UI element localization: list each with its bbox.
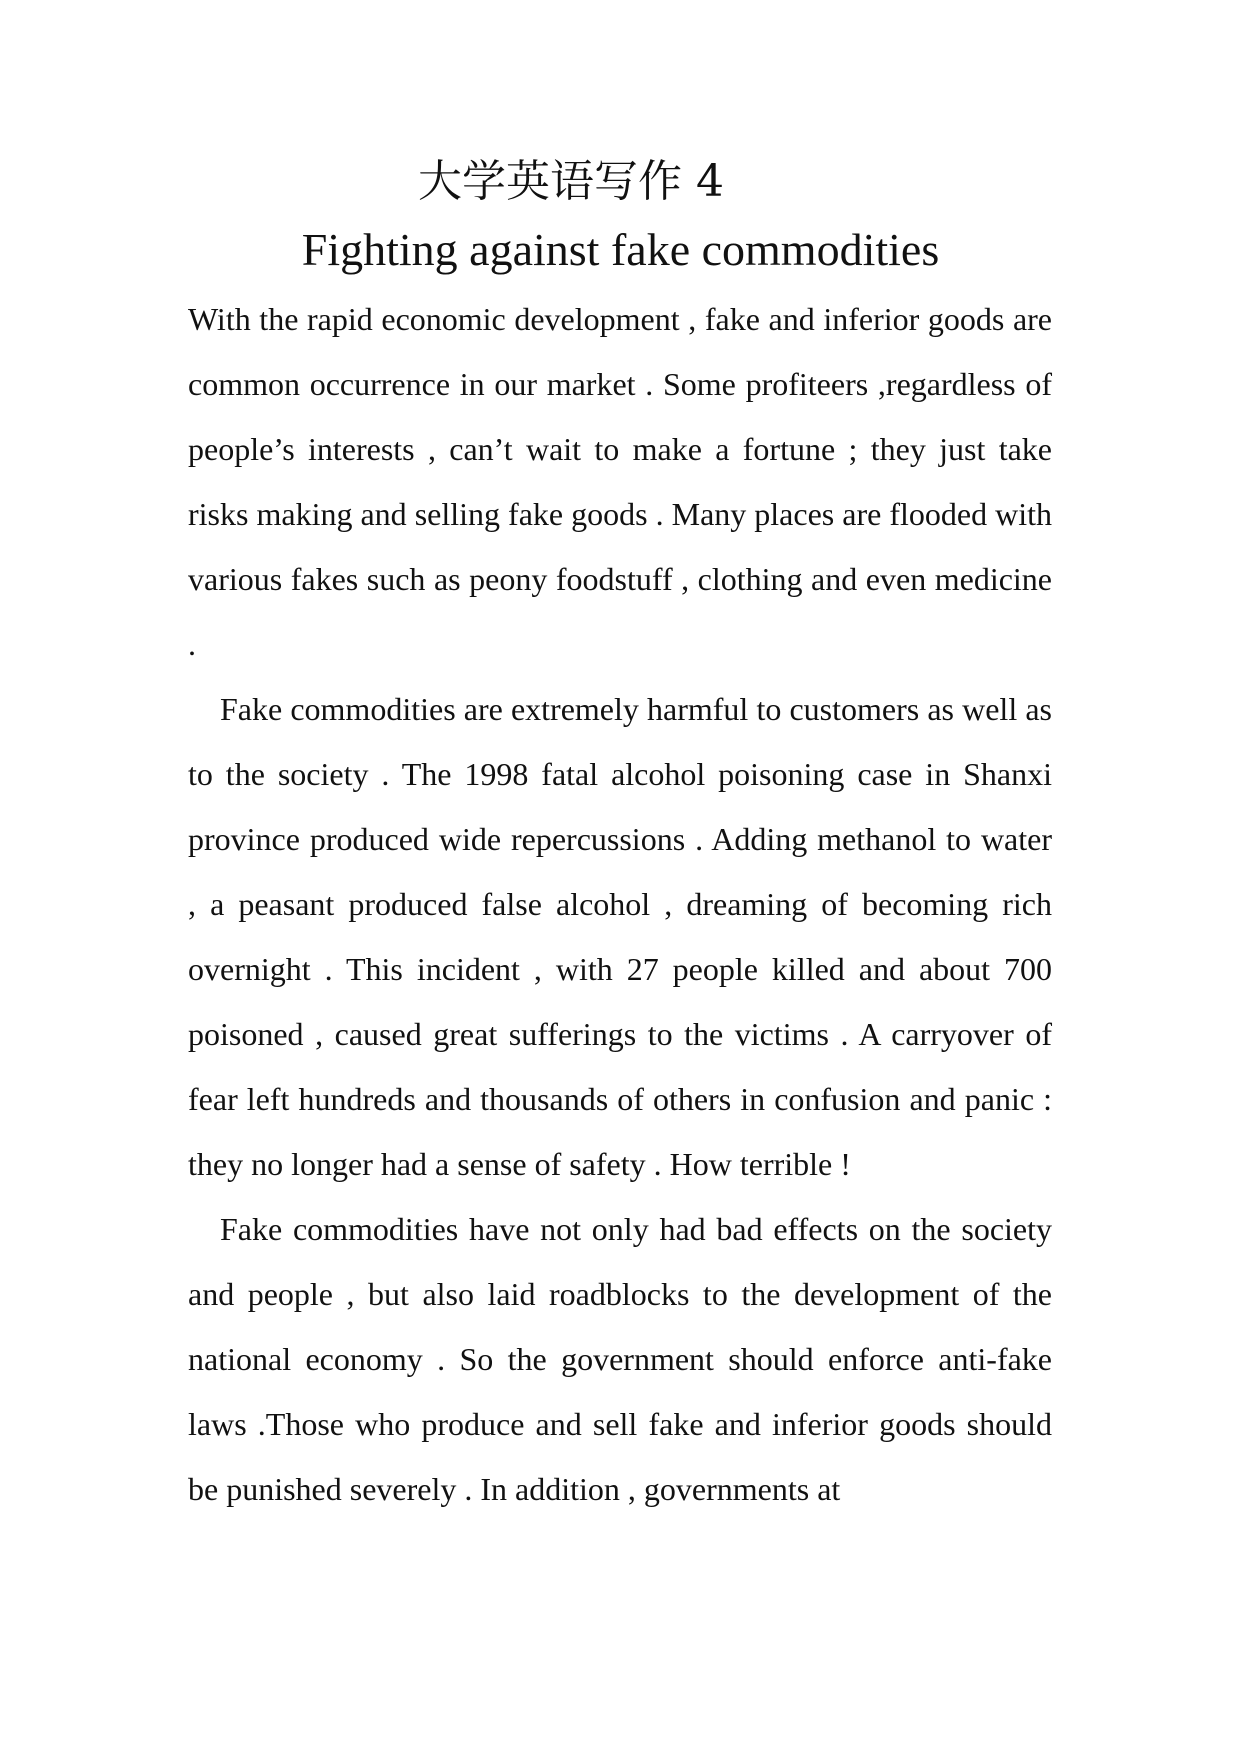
paragraph-3: Fake commodities have not only had bad effects on the society and people , but also laid roadblocks to the development of the national economy . So the government should enforce anti-fake laws .Those who produce and sell fake and inferior goods should be punished severely . In addition , governments at [188, 1211, 1052, 1507]
paragraph-2: Fake commodities are extremely harmful to customers as well as to the society . The 1998 fatal alcohol poisoning case in Shanxi province produced wide repercussions . Adding methanol to water , a peasant produced false alcohol , dreaming of becoming rich overnight . This incident , with 27 people killed and about 700 poisoned , caused great sufferings to the victims . A carryover of fear left hundreds and thousands of others in confusion and panic : they no longer had a sense of safety . How terrible ! [188, 691, 1052, 1182]
paragraph-1: With the rapid economic development , fake and inferior goods are common occurrence in our market . Some profiteers ,regardless of people’s interests , can’t wait to make a fortune ; they just take risks making and selling fake goods . Many places are flooded with various fakes such as peony foodstuff , clothing and even medicine . [188, 301, 1052, 662]
essay-body [188, 287, 1052, 1522]
document-title-chinese: 大学英语写作 4 [418, 156, 724, 207]
essay-title: Fighting against fake commodities [301, 224, 940, 275]
